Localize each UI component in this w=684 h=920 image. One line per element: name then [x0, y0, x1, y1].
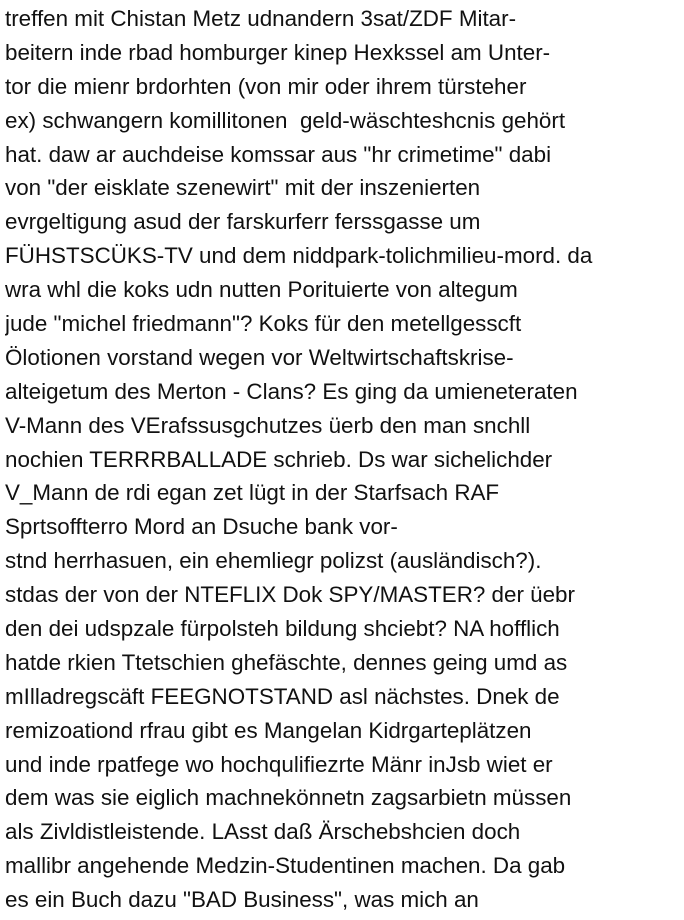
text-line: FÜHSTSCÜKS-TV und dem niddpark-tolichmilieu-mord. da — [5, 243, 593, 269]
text-line: hatde rkien Ttetschien ghefäschte, dennes geing umd as — [5, 649, 568, 675]
text-line: ex) schwangern komillitonen geld-wäschteshcnis gehört — [5, 107, 566, 133]
text-line: alteigetum des Merton - Clans? Es ging da umieneteraten — [5, 378, 578, 404]
text-line: es ein Buch dazu "BAD Business", was mich an — [5, 887, 479, 913]
text-line: tor die mienr brdorhten (von mir oder ihrem türsteher — [5, 73, 527, 99]
text-line: den dei udspzale fürpolsteh bildung shciebt? NA hofflich — [5, 616, 560, 642]
text-line: treffen mit Chistan Metz udnandern 3sat/ZDF Mitar- — [5, 6, 517, 31]
text-line: Ölotionen vorstand wegen vor Weltwirtschaftskrise- — [5, 344, 514, 370]
text-line: stdas der von der NTEFLIX Dok SPY/MASTER? der üebr — [5, 582, 575, 608]
text-line: als Zivldistleistende. LAsst daß Ärschebshcien doch — [5, 819, 521, 845]
text-line: und inde rpatfege wo hochqulifiezrte Mänr inJsb wiet er — [5, 751, 553, 777]
text-line: jude "michel friedmann"? Koks für den metellgesscft — [5, 311, 522, 337]
text-line: dem was sie eiglich machnekönnetn zagsarbietn müssen — [5, 785, 572, 811]
text-line: nochien TERRRBALLADE schrieb. Ds war sichelichder — [5, 446, 553, 472]
text-line: stnd herrhasuen, ein ehemliegr polizst (ausländisch?). — [5, 548, 542, 574]
text-line: V_Mann de rdi egan zet lügt in der Starfsach RAF — [5, 480, 500, 506]
text-line: mIlladregscäft FEEGNOTSTAND asl nächstes. Dnek de — [5, 683, 560, 709]
text-line: evrgeltigung asud der farskurferr ferssgasse um — [5, 209, 481, 235]
document-page — [5, 2, 681, 918]
text-line: hat. daw ar auchdeise komssar aus "hr crimetime" dabi — [5, 141, 552, 167]
text-line: beitern inde rbad homburger kinep Hexkssel am Unter- — [5, 39, 551, 65]
text-line: Sprtsoffterro Mord an Dsuche bank vor- — [5, 514, 398, 540]
text-line: wra whl die koks udn nutten Porituierte von altegum — [5, 277, 518, 303]
text-line: von "der eisklate szenewirt" mit der inszenierten — [5, 175, 481, 201]
text-line: remizoationd rfrau gibt es Mangelan Kidrgarteplätzen — [5, 717, 532, 743]
text-line: V-Mann des VErafssusgchutzes üerb den man snchll — [5, 412, 531, 438]
text-line: mallibr angehende Medzin-Studentinen machen. Da gab — [5, 853, 566, 879]
